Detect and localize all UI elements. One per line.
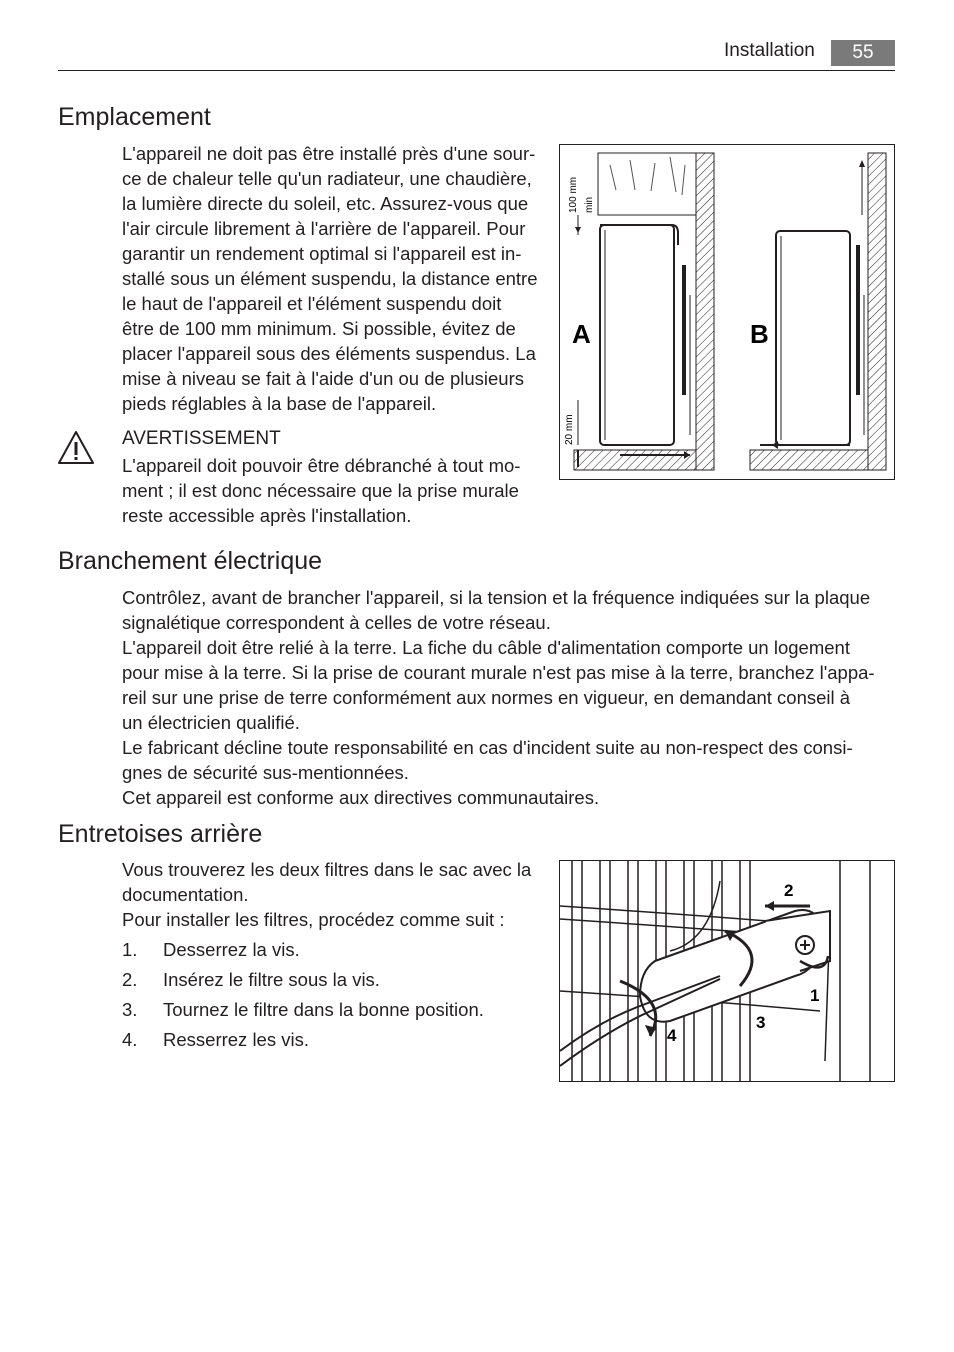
wall-a <box>696 153 714 470</box>
step-text: Resserrez les vis. <box>163 1029 309 1050</box>
emplacement-heading: Emplacement <box>58 103 211 131</box>
appliance-b <box>776 231 850 445</box>
floor-b <box>750 450 868 470</box>
warning-line: L'appareil doit pouvoir être débranché à tout mo- <box>122 455 521 476</box>
branchement-line: pour mise à la terre. Si la prise de courant murale n'est pas mise à la terre, branchez l'appa- <box>122 662 875 683</box>
emplacement-line: stallé sous un élément suspendu, la distance entre <box>122 268 538 289</box>
step-text: Insérez le filtre sous la vis. <box>163 969 380 990</box>
branchement-heading: Branchement électrique <box>58 547 323 575</box>
branchement-line: Le fabricant décline toute responsabilité en cas d'incident suite au non-respect des consi- <box>122 737 853 758</box>
emplacement-text <box>122 141 552 416</box>
emplacement-line: pieds réglables à la base de l'appareil. <box>122 393 437 414</box>
label-a: A <box>572 319 591 349</box>
header-rule <box>58 70 895 71</box>
step-number: 4. <box>122 1029 138 1050</box>
step-label-1: 1 <box>810 986 820 1005</box>
installation-diagram <box>559 144 895 480</box>
entretoises-line: Vous trouverez les deux filtres dans le sac avec la <box>122 859 532 880</box>
appliance-a <box>600 225 674 445</box>
spacer-diagram <box>559 860 895 1082</box>
step-label-2: 2 <box>784 881 794 900</box>
branchement-line: signalétique correspondent à celles de votre réseau. <box>122 612 551 633</box>
entretoises-line: documentation. <box>122 884 249 905</box>
warning-line: ment ; il est donc nécessaire que la prise murale <box>122 480 519 501</box>
emplacement-line: mise à niveau se fait à l'aide d'un ou de plusieurs <box>122 368 524 389</box>
branchement-line: Cet appareil est conforme aux directives communautaires. <box>122 787 600 808</box>
running-header-section: Installation <box>724 40 815 61</box>
branchement-line: un électricien qualifié. <box>122 712 300 733</box>
branchement-line: reil sur une prise de terre conformément aux normes en vigueur, en demandant conseil à <box>122 687 851 708</box>
emplacement-line: le haut de l'appareil et l'élément suspendu doit <box>122 293 502 314</box>
emplacement-line: L'appareil ne doit pas être installé près d'une sour- <box>122 143 536 164</box>
floor-a <box>574 450 696 470</box>
branchement-line: L'appareil doit être relié à la terre. La fiche du câble d'alimentation comporte un logement <box>122 637 850 658</box>
step-text: Desserrez la vis. <box>163 939 300 960</box>
step-number: 1. <box>122 939 138 960</box>
emplacement-line: ce de chaleur telle qu'un radiateur, une chaudière, <box>122 168 532 189</box>
entretoises-intro <box>122 857 552 932</box>
emplacement-line: la lumière directe du soleil, etc. Assurez-vous que <box>122 193 529 214</box>
step-label-3: 3 <box>756 1013 766 1032</box>
entretoises-heading: Entretoises arrière <box>58 820 263 848</box>
branchement-line: gnes de sécurité sus-mentionnées. <box>122 762 409 783</box>
emplacement-line: l'air circule librement à l'arrière de l'appareil. Pour <box>122 218 526 239</box>
dim-top-min-label: min <box>584 196 595 213</box>
dim-bottom-label: 20 mm <box>564 414 575 445</box>
wall-b <box>868 153 886 470</box>
label-b: B <box>750 319 769 349</box>
warning-title: AVERTISSEMENT <box>122 428 281 449</box>
step-label-4: 4 <box>667 1026 677 1045</box>
page-number: 55 <box>831 40 895 66</box>
step-number: 2. <box>122 969 138 990</box>
branchement-text <box>122 585 912 810</box>
branchement-line: Contrôlez, avant de brancher l'appareil, si la tension et la fréquence indiquées sur la plaque <box>122 587 871 608</box>
step-number: 3. <box>122 999 138 1020</box>
emplacement-line: être de 100 mm minimum. Si possible, évitez de <box>122 318 516 339</box>
warning-line: reste accessible après l'installation. <box>122 505 412 526</box>
warning-icon <box>57 430 95 466</box>
emplacement-line: garantir un rendement optimal si l'appareil est in- <box>122 243 522 264</box>
dim-top-label: 100 mm <box>568 176 579 213</box>
warning-text <box>122 453 552 528</box>
entretoises-line: Pour installer les filtres, procédez comme suit : <box>122 909 505 930</box>
emplacement-line: placer l'appareil sous des éléments suspendus. La <box>122 343 536 364</box>
step-text: Tournez le filtre dans la bonne position. <box>163 999 484 1020</box>
overhead-cabinet <box>598 153 696 215</box>
